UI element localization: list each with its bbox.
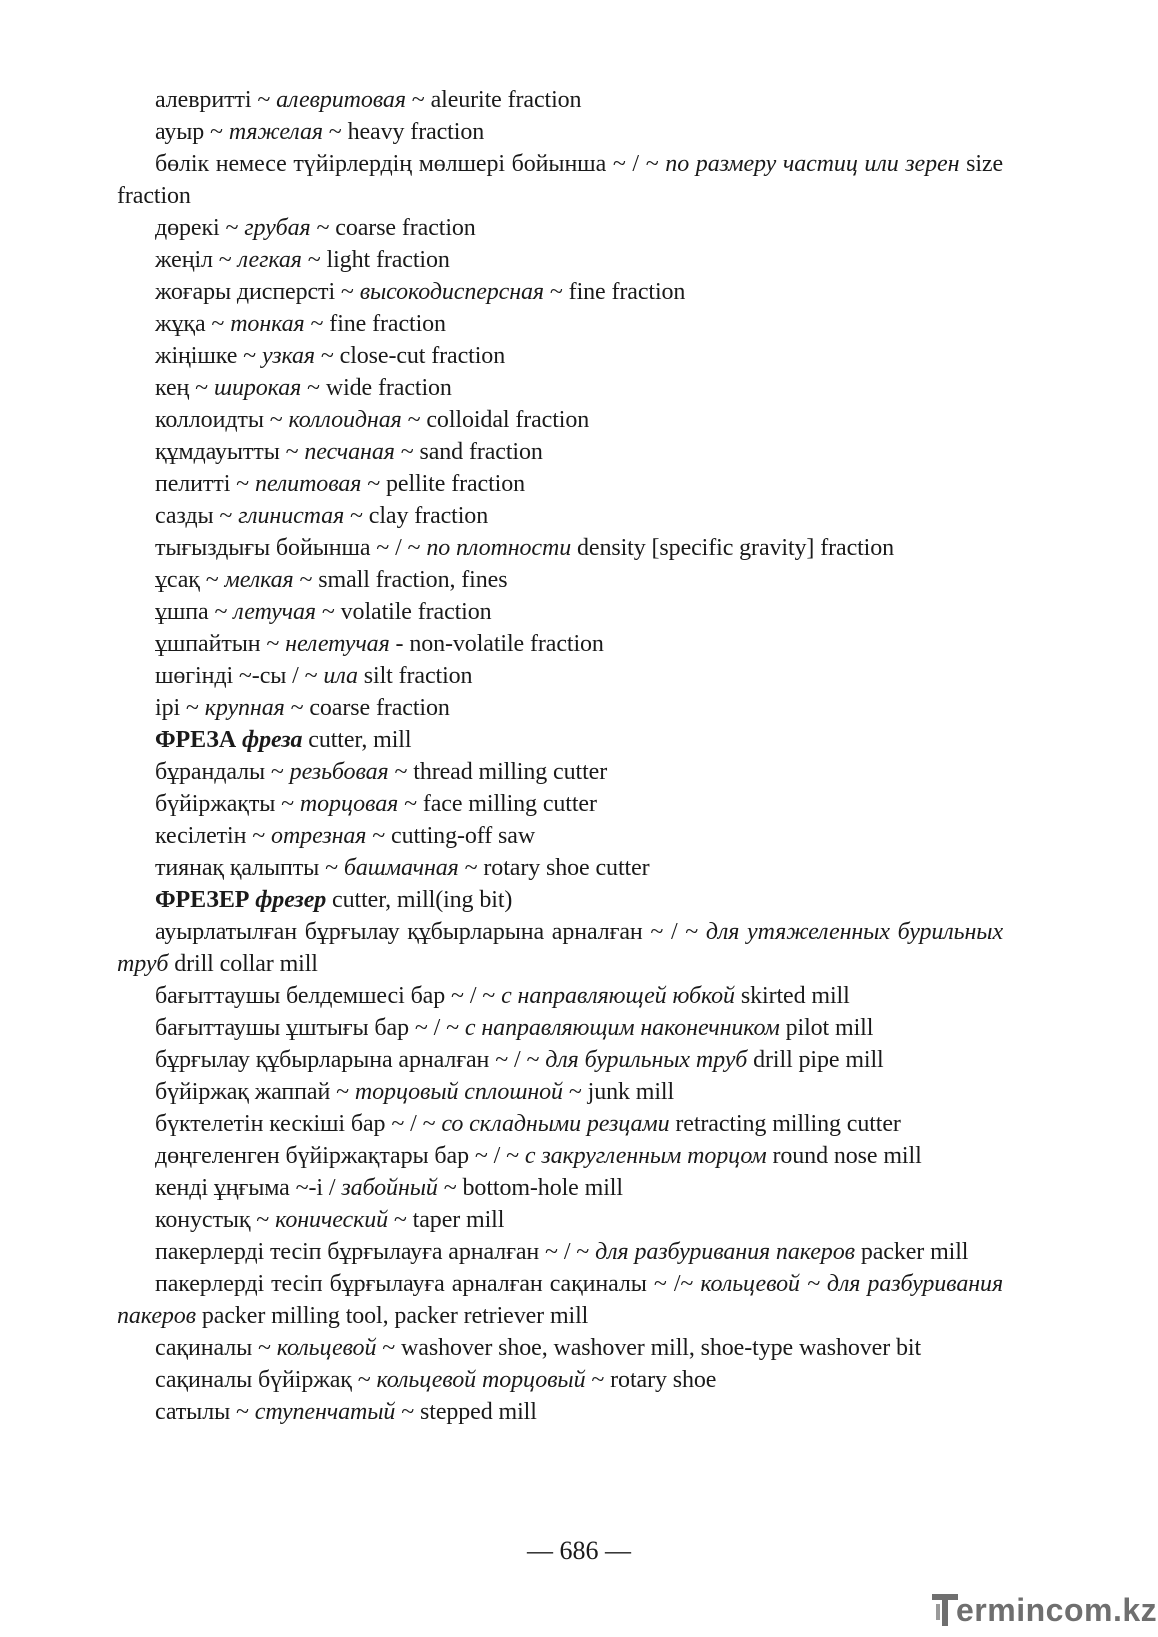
- entry-text: кең ~: [155, 375, 214, 401]
- entry-russian-term: кольцевой: [276, 1335, 377, 1361]
- entry-text: бағыттаушы ұштығы бар ~ / ~: [155, 1015, 465, 1041]
- entry-text: ~ coarse fraction: [310, 215, 476, 241]
- dictionary-entry: [117, 372, 1003, 404]
- entry-russian-term: алевритовая: [276, 87, 406, 113]
- dictionary-entry: [117, 1172, 1003, 1204]
- entry-headword: ФРЕЗА: [155, 727, 242, 753]
- entry-russian-term: узкая: [261, 343, 315, 369]
- dictionary-entry: [117, 436, 1003, 468]
- entry-text: бүйіржақ жаппай ~: [155, 1079, 355, 1105]
- entry-russian-term: для разбуривания пакеров: [595, 1239, 855, 1265]
- dictionary-entry: [117, 1364, 1003, 1396]
- dictionary-entry: [117, 660, 1003, 692]
- entry-russian-term: с закругленным торцом: [524, 1143, 767, 1169]
- entry-text: ауыр ~: [155, 119, 229, 145]
- entry-text: ~ aleurite fraction: [405, 87, 582, 113]
- entry-text: ұшпа ~: [155, 599, 234, 625]
- dictionary-entry: [117, 276, 1003, 308]
- entry-text: бағыттаушы белдемшесі бар ~ / ~: [155, 983, 502, 1009]
- entry-text: бүйіржақты ~: [155, 791, 300, 817]
- entry-russian-term: крупная: [204, 695, 285, 721]
- entry-text: ~ cutting-off saw: [366, 823, 536, 849]
- entry-russian-term: грубая: [244, 215, 311, 241]
- dictionary-entry: [117, 1236, 1003, 1268]
- entry-text: ~ fine fraction: [304, 311, 446, 337]
- dictionary-entry: [117, 628, 1003, 660]
- entry-text: пакерлерді тесіп бұрғылауға арналған сақиналы ~ /~: [155, 1271, 701, 1297]
- entry-headword: ФРЕЗЕР: [155, 887, 256, 913]
- entry-russian-term: с направляющей юбкой: [501, 983, 735, 1009]
- dictionary-entries: [117, 84, 1003, 1428]
- entry-text: density [specific gravity] fraction: [571, 535, 895, 561]
- entry-text: сазды ~: [155, 503, 239, 529]
- entry-russian-term: широкая: [213, 375, 302, 401]
- entry-text: ~ clay fraction: [344, 503, 489, 529]
- dictionary-entry: [117, 1396, 1003, 1428]
- entry-text: ~ pellite fraction: [361, 471, 526, 497]
- entry-text: ауырлатылған бұрғылау құбырларына арналған ~ / ~: [155, 919, 706, 945]
- dictionary-entry: [117, 916, 1003, 980]
- entry-text: ~ light fraction: [301, 247, 450, 273]
- entry-russian-term: пелитовая: [254, 471, 362, 497]
- entry-russian-term: ступенчатый: [254, 1399, 396, 1425]
- entry-text: жұқа ~: [155, 311, 231, 337]
- entry-text: drill pipe mill: [747, 1047, 884, 1073]
- dictionary-entry: [117, 884, 1003, 916]
- entry-text: құмдауытты ~: [155, 439, 305, 465]
- entry-text: ~ washover shoe, washover mill, shoe-type washover bit: [376, 1335, 922, 1361]
- entry-headword: фрезер: [255, 887, 327, 913]
- entry-headword: фреза: [241, 727, 303, 753]
- entry-text: жоғары дисперсті ~: [155, 279, 360, 305]
- entry-russian-term: глинистая: [238, 503, 345, 529]
- dictionary-entry: [117, 532, 1003, 564]
- entry-russian-term: летучая: [233, 599, 316, 625]
- dictionary-entry: [117, 500, 1003, 532]
- entry-text: ірі ~: [155, 695, 205, 721]
- dictionary-entry: [117, 692, 1003, 724]
- entry-text: конустық ~: [155, 1207, 276, 1233]
- entry-text: ~ rotary shoe: [585, 1367, 717, 1393]
- entry-text: сақиналы бүйіржақ ~: [155, 1367, 377, 1393]
- entry-text: ~ bottom-hole mill: [437, 1175, 623, 1201]
- dictionary-entry: [117, 212, 1003, 244]
- entry-russian-term: легкая: [237, 247, 302, 273]
- entry-russian-term: коллоидная: [288, 407, 402, 433]
- dictionary-entry: [117, 1108, 1003, 1140]
- dictionary-entry: [117, 308, 1003, 340]
- entry-russian-term: тонкая: [230, 311, 305, 337]
- dictionary-entry: [117, 1140, 1003, 1172]
- dictionary-entry: [117, 596, 1003, 628]
- entry-russian-term: отрезная: [271, 823, 367, 849]
- dictionary-entry: [117, 1332, 1003, 1364]
- dictionary-entry: [117, 1044, 1003, 1076]
- entry-russian-term: нелетучая: [285, 631, 390, 657]
- watermark: [930, 1590, 1158, 1630]
- dictionary-entry: [117, 404, 1003, 436]
- entry-russian-term: с направляющим наконечником: [464, 1015, 780, 1041]
- entry-text: алевритті ~: [155, 87, 277, 113]
- entry-text: ~ face milling cutter: [398, 791, 597, 817]
- entry-text: дөңгеленген бүйіржақтары бар ~ / ~: [155, 1143, 525, 1169]
- entry-text: шөгінді ~-сы / ~: [155, 663, 324, 689]
- entry-russian-term: забойный: [341, 1175, 438, 1201]
- entry-text: ~ sand fraction: [394, 439, 543, 465]
- entry-russian-term: кольцевой торцовый: [376, 1367, 586, 1393]
- entry-russian-term: высокодисперсная: [359, 279, 544, 305]
- entry-russian-term: башмачная: [343, 855, 459, 881]
- entry-text: ~ heavy fraction: [322, 119, 485, 145]
- entry-text: бұрғылау құбырларына арналған ~ / ~: [155, 1047, 546, 1073]
- dictionary-entry: [117, 148, 1003, 212]
- entry-text: пакерлерді тесіп бұрғылауға арналған ~ / ~: [155, 1239, 596, 1265]
- entry-text: retracting milling cutter: [669, 1111, 901, 1137]
- entry-text: ~ wide fraction: [301, 375, 452, 401]
- entry-text: ~ small fraction, fines: [293, 567, 508, 593]
- entry-text: сатылы ~: [155, 1399, 255, 1425]
- entry-text: бұрандалы ~: [155, 759, 290, 785]
- dictionary-entry: [117, 980, 1003, 1012]
- entry-text: ~ close-cut fraction: [314, 343, 506, 369]
- dictionary-entry: [117, 1204, 1003, 1236]
- entry-text: round nose mill: [766, 1143, 922, 1169]
- entry-text: ~ taper mill: [388, 1207, 505, 1233]
- entry-russian-term: резьбовая: [289, 759, 389, 785]
- entry-russian-term: ила: [323, 663, 358, 689]
- entry-text: ~ stepped mill: [395, 1399, 537, 1425]
- dictionary-entry: [117, 724, 1003, 756]
- entry-text: жіңішке ~: [155, 343, 262, 369]
- entry-russian-term: для утяжеленных бурильных труб: [117, 919, 1003, 977]
- entry-text: - non-volatile fraction: [389, 631, 604, 657]
- entry-text: skirted mill: [734, 983, 850, 1009]
- entry-text: ~ colloidal fraction: [401, 407, 590, 433]
- entry-text: тығыздығы бойынша ~ / ~: [155, 535, 427, 561]
- dictionary-entry: [117, 564, 1003, 596]
- entry-text: packer mill: [854, 1239, 969, 1265]
- entry-text: сақиналы ~: [155, 1335, 277, 1361]
- dictionary-entry: [117, 852, 1003, 884]
- entry-russian-term: со складными резцами: [441, 1111, 670, 1137]
- entry-text: жеңіл ~: [155, 247, 238, 273]
- entry-text: ұсақ ~: [155, 567, 225, 593]
- dictionary-entry: [117, 1076, 1003, 1108]
- watermark-text: ermincom.kz: [956, 1592, 1158, 1628]
- entry-text: silt fraction: [357, 663, 473, 689]
- entry-russian-term: тяжелая: [228, 119, 323, 145]
- dictionary-entry: [117, 340, 1003, 372]
- page-number: — 686 —: [527, 1536, 631, 1565]
- entry-text: ~ volatile fraction: [315, 599, 492, 625]
- entry-text: кесілетін ~: [155, 823, 272, 849]
- entry-russian-term: торцовый сплошной: [354, 1079, 563, 1105]
- entry-text: бүктелетін кескіші бар ~ / ~: [155, 1111, 442, 1137]
- entry-text: cutter, mill(ing bit): [326, 887, 513, 913]
- entry-russian-term: мелкая: [224, 567, 294, 593]
- entry-russian-term: по размеру частиц или зерен: [665, 151, 960, 177]
- entry-text: ~ junk mill: [562, 1079, 675, 1105]
- dictionary-entry: [117, 244, 1003, 276]
- dictionary-entry: [117, 468, 1003, 500]
- dictionary-entry: [117, 756, 1003, 788]
- dictionary-entry: [117, 820, 1003, 852]
- entry-text: бөлік немесе түйірлердің мөлшері бойынша ~ / ~: [155, 151, 666, 177]
- entry-russian-term: торцовая: [299, 791, 399, 817]
- entry-text: дөрекі ~: [155, 215, 245, 241]
- entry-russian-term: по плотности: [426, 535, 572, 561]
- entry-text: pilot mill: [779, 1015, 874, 1041]
- entry-text: тиянақ қалыпты ~: [155, 855, 344, 881]
- entry-russian-term: песчаная: [304, 439, 395, 465]
- entry-text: пелитті ~: [155, 471, 255, 497]
- entry-text: ~ thread milling cutter: [388, 759, 608, 785]
- dictionary-entry: [117, 1012, 1003, 1044]
- entry-text: drill collar mill: [168, 951, 318, 977]
- entry-text: packer milling tool, packer retriever mill: [196, 1303, 589, 1329]
- dictionary-entry: [117, 788, 1003, 820]
- entry-text: кенді ұңғыма ~-і /: [155, 1175, 342, 1201]
- entry-text: cutter, mill: [302, 727, 412, 753]
- entry-russian-term: для бурильных труб: [545, 1047, 748, 1073]
- dictionary-entry: [117, 84, 1003, 116]
- entry-text: ~ coarse fraction: [284, 695, 450, 721]
- entry-text: ұшпайтын ~: [155, 631, 286, 657]
- entry-russian-term: конический: [275, 1207, 388, 1233]
- dictionary-entry: [117, 116, 1003, 148]
- dictionary-entry: [117, 1268, 1003, 1332]
- entry-text: ~ rotary shoe cutter: [458, 855, 650, 881]
- entry-russian-term: кольцевой ~ для разбуривания пакеров: [117, 1271, 1004, 1329]
- entry-text: ~ fine fraction: [544, 279, 686, 305]
- entry-text: size fraction: [117, 151, 1003, 209]
- entry-text: коллоидты ~: [155, 407, 289, 433]
